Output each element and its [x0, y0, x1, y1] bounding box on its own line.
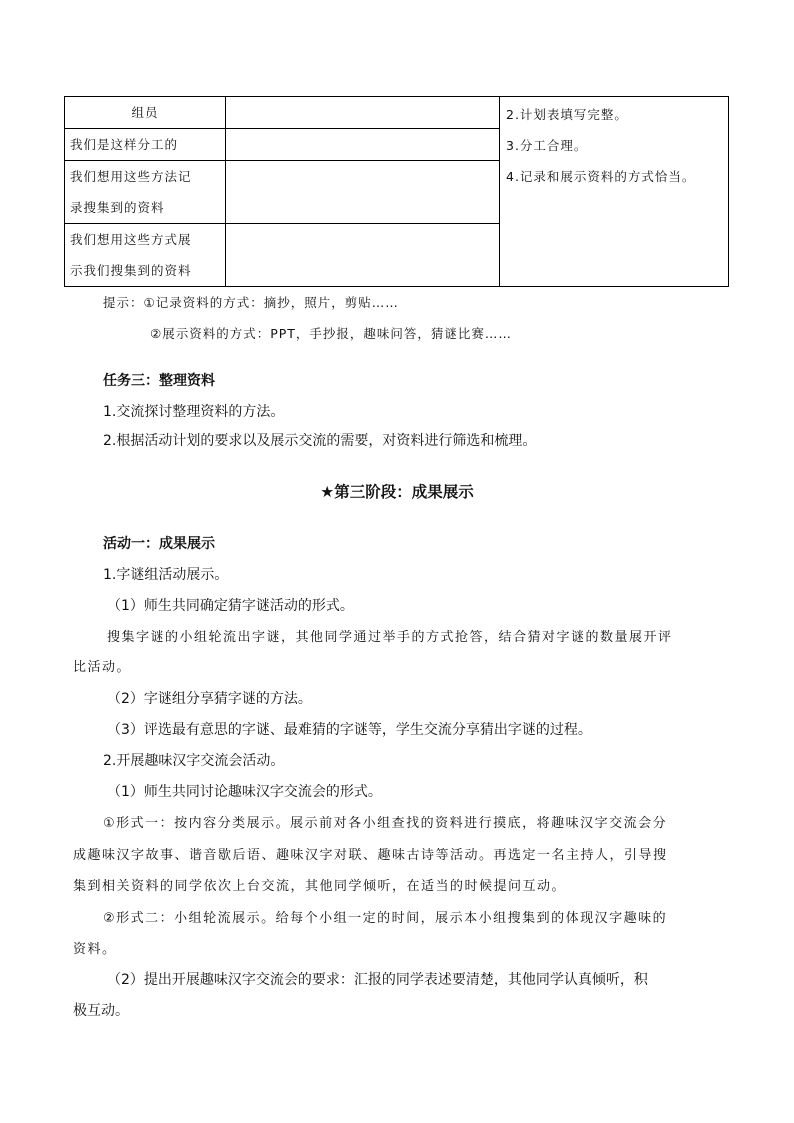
row-label: 组员 — [131, 105, 159, 120]
table-cell-blank — [226, 129, 500, 161]
paragraph: ②形式二：小组轮流展示。给每个小组一定的时间，展示本小组搜集到的体现汉字趣味的 — [103, 911, 668, 926]
paragraph: （2）提出开展趣味汉字交流会的要求：汇报的同学表述要清楚，其他同学认真倾听，积 — [107, 972, 648, 988]
criterion-item: 3.分工合理。 — [506, 138, 588, 153]
activity-heading: 活动一：成果展示 — [103, 536, 215, 552]
criterion-item: 2.计划表填写完整。 — [506, 107, 628, 122]
table-cell-label — [65, 161, 226, 224]
paragraph: （1）师生共同讨论趣味汉字交流会的形式。 — [107, 784, 382, 800]
criterion-item: 4.记录和展示资料的方式恰当。 — [506, 169, 696, 184]
table-cell-blank — [226, 161, 500, 224]
hint-line: ②展示资料的方式：PPT，手抄报，趣味问答，猜谜比赛…… — [150, 326, 512, 341]
table-cell-label — [65, 224, 226, 287]
paragraph-continued: 集到相关资料的同学依次上台交流，其他同学倾听，在适当的时候提问互动。 — [73, 879, 567, 894]
row-label-continued: 录搜集到的资料 — [70, 200, 165, 215]
row-label-continued: 示我们搜集到的资料 — [70, 263, 192, 278]
table-cell-label — [65, 129, 226, 161]
task-item: 1.交流探讨整理资料的方法。 — [103, 404, 285, 420]
paragraph: ①形式一：按内容分类展示。展示前对各小组查找的资料进行摸底，将趣味汉字交流会分 — [103, 816, 668, 831]
paragraph: 1.字谜组活动展示。 — [103, 567, 229, 583]
paragraph-continued: 极互动。 — [73, 1003, 129, 1019]
row-label: 我们想用这些方式展 — [70, 232, 192, 247]
paragraph: （3）评选最有意思的字谜、最难猜的字谜等，学生交流分享猜出字谜的过程。 — [107, 722, 592, 738]
task-item: 2.根据活动计划的要求以及展示交流的需要，对资料进行筛选和梳理。 — [103, 433, 537, 449]
paragraph-continued: 成趣味汉字故事、谐音歇后语、趣味汉字对联、趣味古诗等活动。再选定一名主持人，引导搜 — [73, 848, 668, 863]
activity-plan-table — [64, 96, 729, 287]
paragraph: （1）师生共同确定猜字谜活动的形式。 — [107, 598, 354, 614]
paragraph: 2.开展趣味汉字交流会活动。 — [103, 753, 285, 769]
row-label: 我们是这样分工的 — [70, 137, 179, 152]
paragraph: 搜集字谜的小组轮流出字谜，其他同学通过举手的方式抢答，结合猜对字谜的数量展开评 — [107, 630, 673, 645]
table-row — [65, 97, 729, 129]
stage-title: ★第三阶段：成果展示 — [320, 483, 474, 501]
paragraph-continued: 资料。 — [73, 942, 117, 957]
paragraph: （2）字谜组分享猜字谜的方法。 — [107, 691, 312, 707]
row-label: 我们想用这些方法记 — [70, 169, 192, 184]
table-cell-blank — [226, 224, 500, 287]
hint-line: 提示：①记录资料的方式：摘抄，照片，剪贴…… — [103, 295, 399, 310]
evaluation-criteria-cell — [500, 97, 729, 287]
table-cell-label — [65, 97, 226, 129]
task-heading: 任务三：整理资料 — [103, 373, 215, 389]
table-cell-blank — [226, 97, 500, 129]
paragraph-continued: 比活动。 — [73, 660, 132, 675]
